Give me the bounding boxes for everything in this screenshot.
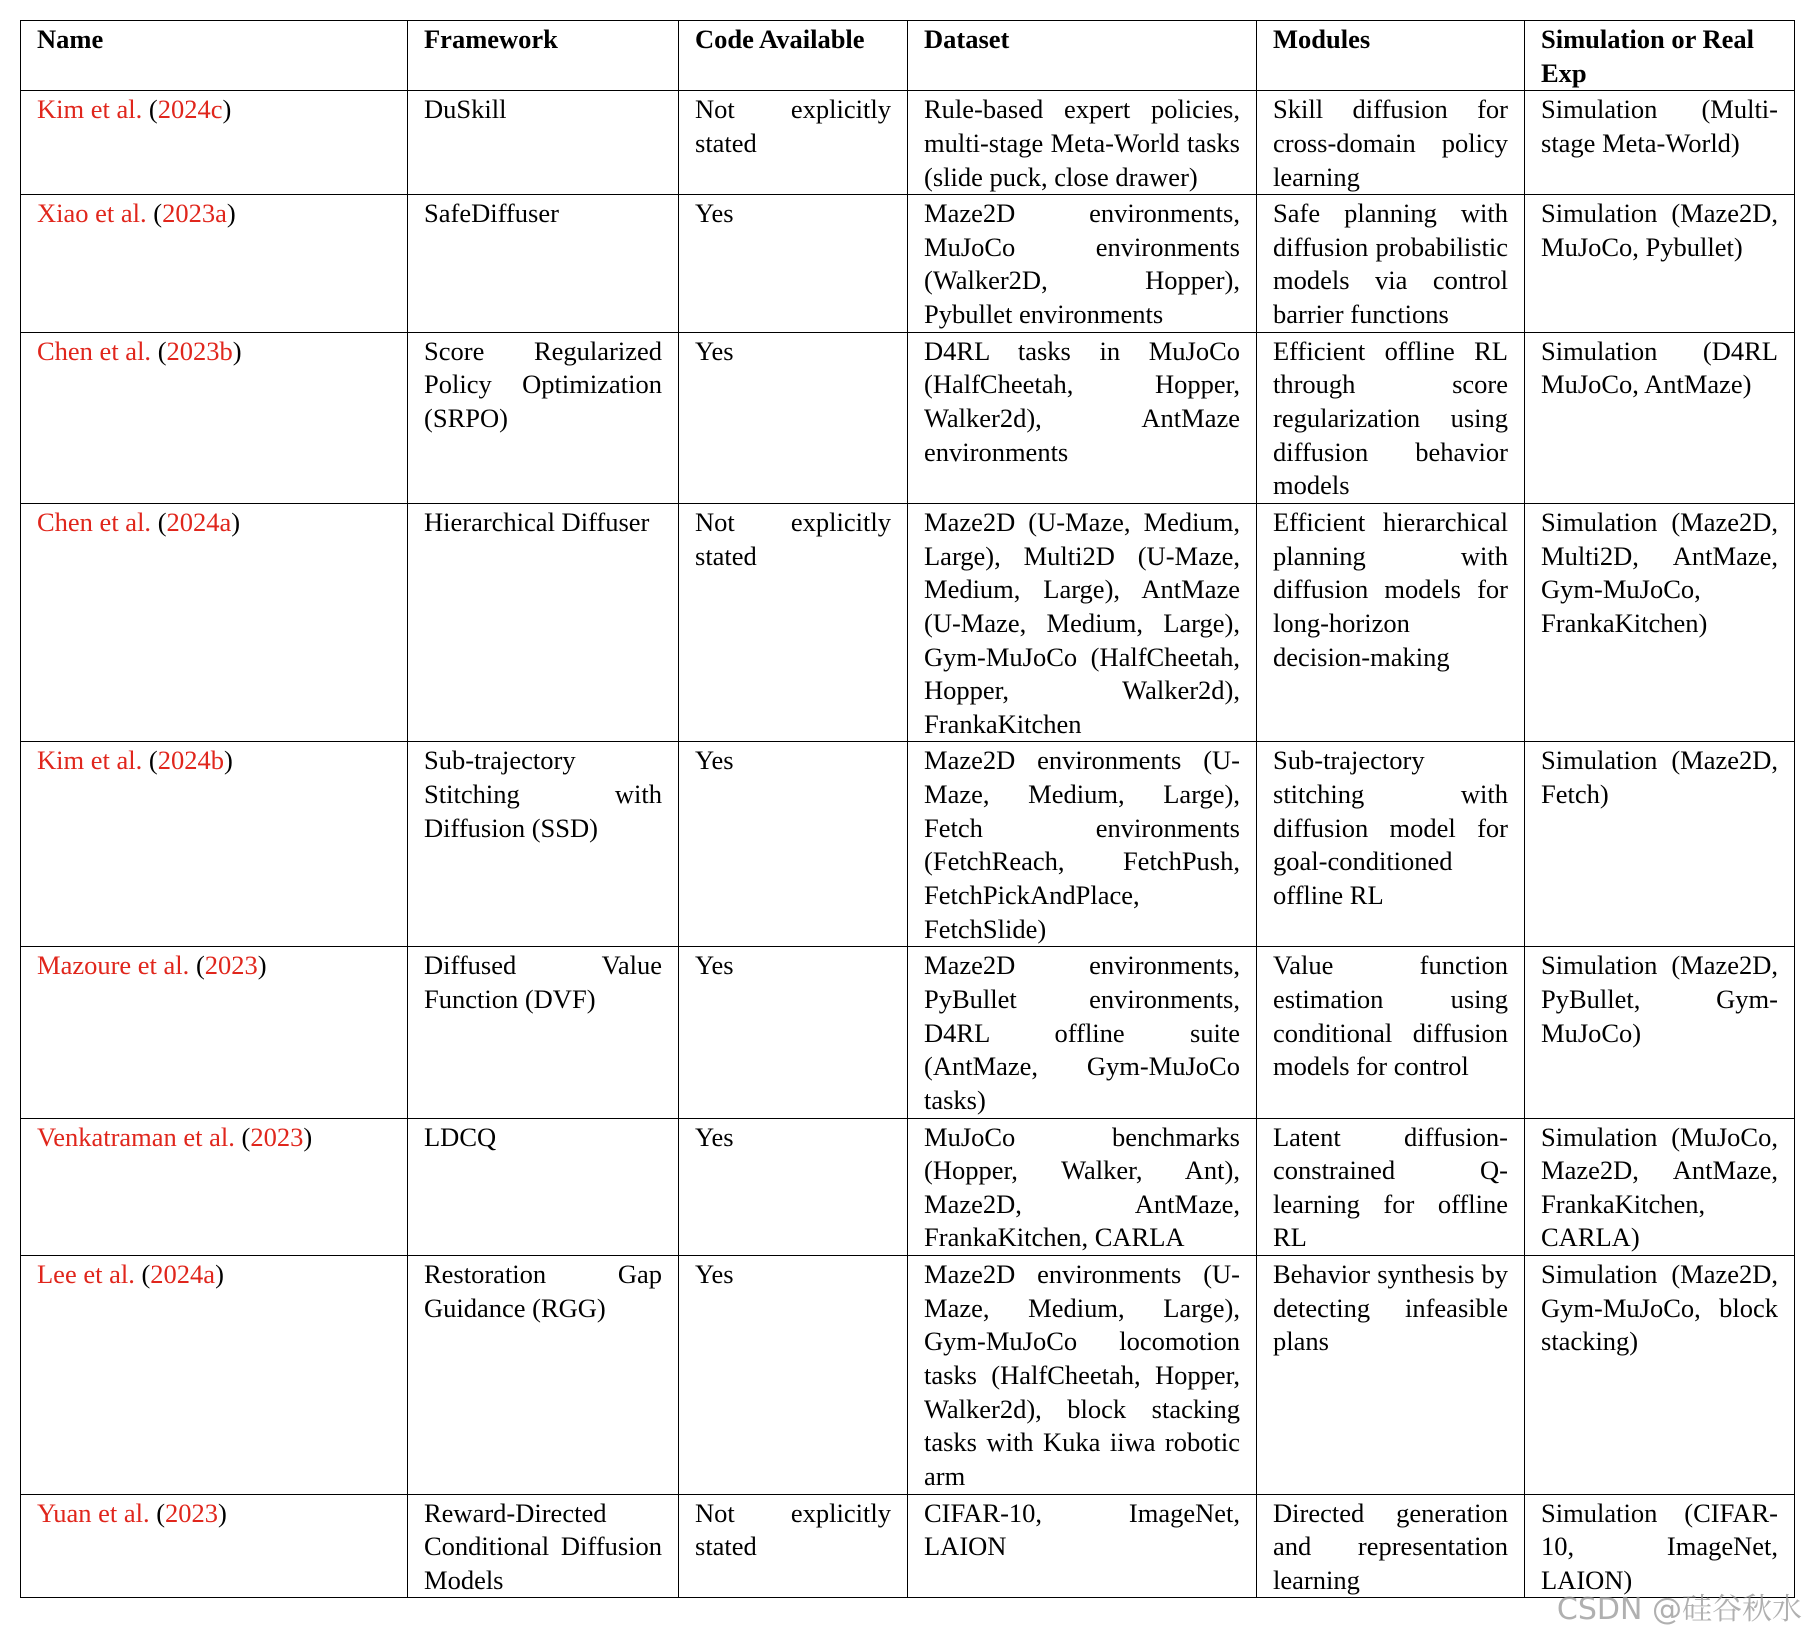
cell-dataset: Maze2D environments (U-Maze, Medium, Large), Gym-MuJoCo locomotion tasks (HalfCheetah, Hopper, Walker2d), block stacking tasks with Kuka iiwa robotic arm: [908, 1256, 1257, 1494]
citation-author-link[interactable]: Kim et al.: [37, 94, 143, 125]
cell-modules: Efficient offline RL through score regularization using diffusion behavior models: [1257, 332, 1525, 503]
cell-name: [21, 91, 408, 195]
cell-modules: Behavior synthesis by detecting infeasible plans: [1257, 1256, 1525, 1494]
citation-close-paren: ): [226, 198, 236, 229]
cell-framework: LDCQ: [408, 1118, 679, 1256]
table-row: [21, 1118, 1795, 1256]
citation-year-link[interactable]: 2023a: [162, 198, 227, 229]
citation-open-paren: (: [189, 950, 205, 981]
cell-modules: Value function estimation using conditional diffusion models for control: [1257, 947, 1525, 1118]
citation-year-link[interactable]: 2024c: [157, 94, 223, 125]
table-row: [21, 1494, 1795, 1598]
cell-name: [21, 332, 408, 503]
header-row: [21, 21, 1795, 91]
citation-author-link[interactable]: Chen et al.: [37, 335, 152, 366]
table-row: [21, 195, 1795, 333]
cell-code-available: Not explicitly stated: [679, 91, 908, 195]
cell-framework: Reward-Directed Conditional Diffusion Models: [408, 1494, 679, 1598]
cell-dataset: Maze2D (U-Maze, Medium, Large), Multi2D (U-Maze, Medium, Large), AntMaze (U-Maze, Medium, Large), Gym-MuJoCo (HalfCheetah, Hopper, Walker2d), FrankaKitchen: [908, 503, 1257, 741]
table-row: [21, 1256, 1795, 1494]
cell-simulation: Simulation (MuJoCo, Maze2D, AntMaze, FrankaKitchen, CARLA): [1525, 1118, 1795, 1256]
cell-simulation: Simulation (Maze2D, Multi2D, AntMaze, Gym-MuJoCo, FrankaKitchen): [1525, 503, 1795, 741]
citation-author-link[interactable]: Venkatraman et al.: [37, 1121, 235, 1152]
cell-framework: Score Regularized Policy Optimization (SRPO): [408, 332, 679, 503]
cell-modules: Skill diffusion for cross-domain policy learning: [1257, 91, 1525, 195]
cell-code-available: Yes: [679, 1118, 908, 1256]
citation-open-paren: (: [142, 745, 158, 776]
cell-name: [21, 195, 408, 333]
cell-modules: Latent diffusion-constrained Q-learning for offline RL: [1257, 1118, 1525, 1256]
citation-close-paren: ): [223, 745, 233, 776]
citation-author-link[interactable]: Yuan et al.: [37, 1497, 150, 1528]
cell-name: [21, 742, 408, 947]
cell-code-available: Not explicitly stated: [679, 1494, 908, 1598]
cell-simulation: Simulation (CIFAR-10, ImageNet, LAION): [1525, 1494, 1795, 1598]
cell-name: [21, 503, 408, 741]
header-modules: Modules: [1257, 21, 1525, 91]
cell-code-available: Yes: [679, 947, 908, 1118]
citation-close-paren: ): [231, 506, 241, 537]
table-row: [21, 742, 1795, 947]
citation-year-link[interactable]: 2023: [165, 1497, 219, 1528]
citation-close-paren: ): [257, 950, 267, 981]
header-dataset: Dataset: [908, 21, 1257, 91]
comparison-table: [20, 20, 1795, 1598]
cell-dataset: Maze2D environments (U-Maze, Medium, Large), Fetch environments (FetchReach, FetchPush, FetchPickAndPlace, FetchSlide): [908, 742, 1257, 947]
cell-dataset: Rule-based expert policies, multi-stage Meta-World tasks (slide puck, close drawer): [908, 91, 1257, 195]
cell-framework: DuSkill: [408, 91, 679, 195]
cell-dataset: Maze2D environments, PyBullet environments, D4RL offline suite (AntMaze, Gym-MuJoCo tasks): [908, 947, 1257, 1118]
citation-open-paren: (: [234, 1121, 251, 1152]
citation-close-paren: ): [222, 94, 232, 125]
citation-year-link[interactable]: 2023: [204, 950, 258, 981]
cell-framework: Sub-trajectory Stitching with Diffusion (SSD): [408, 742, 679, 947]
cell-name: [21, 1118, 408, 1256]
cell-code-available: Not explicitly stated: [679, 503, 908, 741]
citation-close-paren: ): [232, 335, 242, 366]
cell-code-available: Yes: [679, 195, 908, 333]
cell-modules: Sub-trajectory stitching with diffusion model for goal-conditioned offline RL: [1257, 742, 1525, 947]
cell-framework: Diffused Value Function (DVF): [408, 947, 679, 1118]
citation-year-link[interactable]: 2023b: [166, 335, 233, 366]
cell-name: [21, 1494, 408, 1598]
citation-author-link[interactable]: Mazoure et al.: [37, 950, 190, 981]
cell-code-available: Yes: [679, 742, 908, 947]
cell-simulation: Simulation (Maze2D, PyBullet, Gym-MuJoCo): [1525, 947, 1795, 1118]
cell-code-available: Yes: [679, 332, 908, 503]
citation-close-paren: ): [218, 1497, 227, 1528]
citation-open-paren: (: [151, 506, 167, 537]
cell-simulation: Simulation (Maze2D, Fetch): [1525, 742, 1795, 947]
cell-name: [21, 947, 408, 1118]
citation-open-paren: (: [134, 1259, 151, 1290]
cell-simulation: Simulation (Maze2D, MuJoCo, Pybullet): [1525, 195, 1795, 333]
citation-year-link[interactable]: 2024a: [150, 1259, 216, 1290]
cell-modules: Directed generation and representation learning: [1257, 1494, 1525, 1598]
citation-open-paren: (: [146, 198, 163, 229]
table-row: [21, 503, 1795, 741]
citation-close-paren: ): [215, 1259, 224, 1290]
citation-year-link[interactable]: 2023: [250, 1121, 304, 1152]
cell-dataset: CIFAR-10, ImageNet, LAION: [908, 1494, 1257, 1598]
cell-simulation: Simulation (Maze2D, Gym-MuJoCo, block stacking): [1525, 1256, 1795, 1494]
watermark: CSDN @硅谷秋水: [1556, 1592, 1802, 1627]
citation-year-link[interactable]: 2024a: [166, 506, 232, 537]
citation-author-link[interactable]: Chen et al.: [37, 506, 152, 537]
cell-simulation: Simulation (D4RL MuJoCo, AntMaze): [1525, 332, 1795, 503]
citation-close-paren: ): [303, 1121, 313, 1152]
header-simulation: Simulation or Real Exp: [1525, 21, 1795, 91]
citation-author-link[interactable]: Lee et al.: [37, 1259, 135, 1290]
citation-author-link[interactable]: Xiao et al.: [37, 198, 147, 229]
cell-dataset: D4RL tasks in MuJoCo (HalfCheetah, Hopper, Walker2d), AntMaze environments: [908, 332, 1257, 503]
citation-open-paren: (: [149, 1497, 166, 1528]
table-row: [21, 332, 1795, 503]
cell-simulation: Simulation (Multi-stage Meta-World): [1525, 91, 1795, 195]
citation-year-link[interactable]: 2024b: [157, 745, 224, 776]
cell-dataset: MuJoCo benchmarks (Hopper, Walker, Ant), Maze2D, AntMaze, FrankaKitchen, CARLA: [908, 1118, 1257, 1256]
cell-dataset: Maze2D environments, MuJoCo environments (Walker2D, Hopper), Pybullet environments: [908, 195, 1257, 333]
cell-modules: Efficient hierarchical planning with diffusion models for long-horizon decision-making: [1257, 503, 1525, 741]
header-name: Name: [21, 21, 408, 91]
citation-author-link[interactable]: Kim et al.: [37, 745, 143, 776]
table-row: [21, 947, 1795, 1118]
cell-name: [21, 1256, 408, 1494]
cell-framework: SafeDiffuser: [408, 195, 679, 333]
citation-open-paren: (: [142, 94, 158, 125]
table-row: [21, 91, 1795, 195]
cell-modules: Safe planning with diffusion probabilistic models via control barrier functions: [1257, 195, 1525, 333]
cell-framework: Hierarchical Diffuser: [408, 503, 679, 741]
header-framework: Framework: [408, 21, 679, 91]
cell-code-available: Yes: [679, 1256, 908, 1494]
table-container: [20, 20, 1794, 1598]
cell-framework: Restoration Gap Guidance (RGG): [408, 1256, 679, 1494]
header-code-available: Code Available: [679, 21, 908, 91]
citation-open-paren: (: [151, 335, 167, 366]
